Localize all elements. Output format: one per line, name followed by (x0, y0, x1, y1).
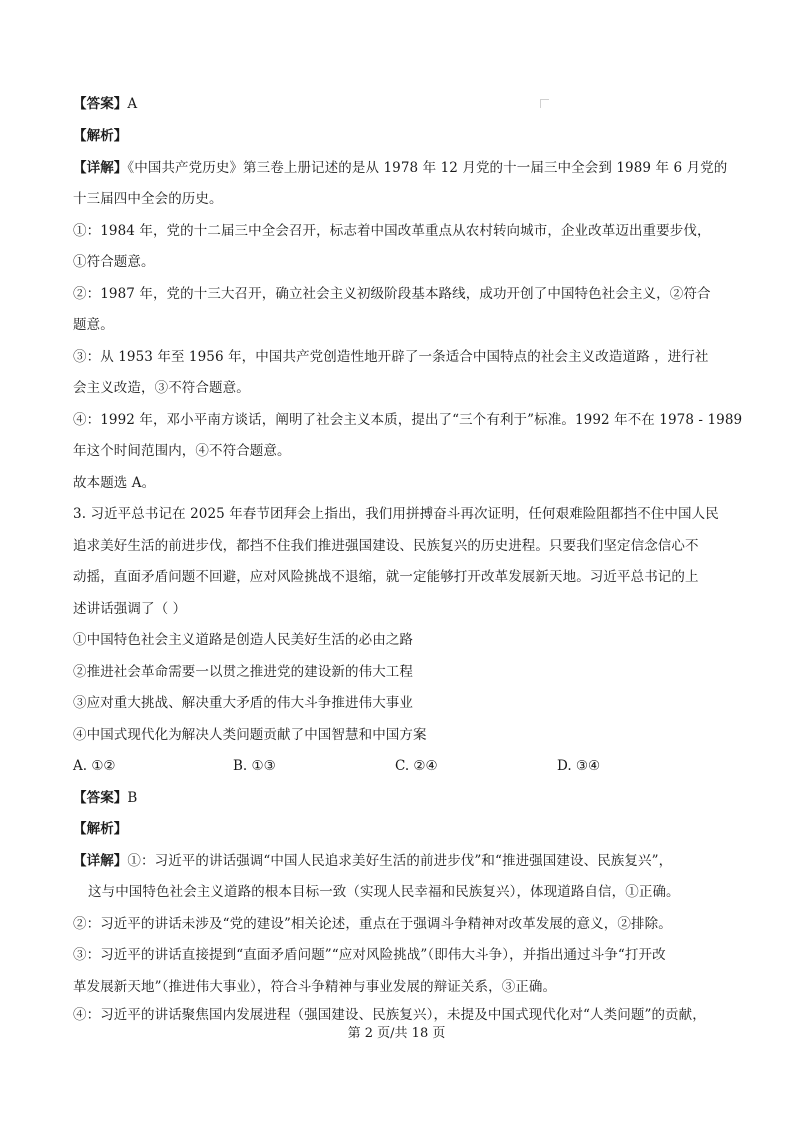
question-3-item-1: ①中国特色社会主义道路是创造人民美好生活的必由之路 (73, 632, 413, 648)
question-3-line-3: 动摇，直面矛盾问题不回避，应对风险挑战不退缩，就一定能够打开改革发展新天地。习近平总书记的上 (73, 569, 699, 585)
detail-line-2: 十三届四中全会的历史。 (73, 191, 223, 207)
detail-tag: 【详解】 (73, 160, 128, 176)
detail-tag: 【详解】 (73, 853, 128, 869)
analysis-line-1 (73, 126, 733, 146)
question-3-line-1: 3. 习近平总书记在 2025 年春节团拜会上指出，我们用拼搏奋斗再次证明，任何艰难险阻都挡不住中国人民 (73, 506, 719, 522)
question-3-item-3: ③应对重大挑战、解决重大矛盾的伟大斗争推进伟大事业 (73, 695, 413, 711)
detail-2-line-2: 这与中国特色社会主义道路的根本目标一致（实现人民幸福和民族复兴），体现道路自信，①正确。 (88, 884, 680, 900)
point-2-line-2: 题意。 (73, 317, 114, 333)
detail-2-line-5: 革发展新天地”（推进伟大事业），符合斗争精神与事业发展的辩证关系，③正确。 (73, 979, 557, 995)
analysis-tag: 【解析】 (73, 821, 128, 837)
question-3-item-4: ④中国式现代化为解决人类问题贡献了中国智慧和中国方案 (73, 727, 427, 743)
option-a: A. ①② (73, 758, 116, 774)
page-footer: 第 2 页/共 18 页 (347, 1026, 446, 1041)
answer-line-2 (73, 788, 733, 808)
detail-2-line-1 (73, 851, 733, 871)
detail-line-1 (73, 158, 733, 178)
detail-2-line-4: ③：习近平的讲话直接提到“直面矛盾问题”“应对风险挑战”（即伟大斗争），并指出通过斗争“打开改 (73, 947, 666, 963)
option-c: C. ②④ (395, 758, 438, 774)
option-b: B. ①③ (233, 758, 276, 774)
answer-tag: 【答案】 (73, 96, 128, 112)
analysis-line-2 (73, 819, 733, 839)
point-1-line-2: ①符合题意。 (73, 254, 155, 270)
detail-2-line-3: ②：习近平的讲话未涉及“党的建设”相关论述，重点在于强调斗争精神对改革发展的意义，②排除。 (73, 916, 672, 932)
question-3-line-2: 追求美好生活的前进步伐，都挡不住我们推进强国建设、民族复兴的历史进程。只要我们坚定信念信心不 (73, 538, 699, 554)
detail-2-line-6: ④：习近平的讲话聚焦国内发展进程（强国建设、民族复兴），未提及中国式现代化对“人类问题”的贡献， (73, 1007, 706, 1023)
point-3-line-1: ③：从 1953 年至 1956 年，中国共产党创造性地开辟了一条适合中国特点的社会主义改造道路 ，进行社 (73, 349, 709, 365)
point-4-line-2: 年这个时间范围内，④不符合题意。 (73, 443, 291, 459)
detail-text: ①：习近平的讲话强调“中国人民追求美好生活的前进步伐”和“推进强国建设、民族复兴”， (127, 853, 673, 869)
answer-line-1 (73, 94, 733, 114)
question-3-line-4: 述讲话强调了（ ） (73, 601, 187, 617)
point-1-line-1: ①：1984 年，党的十二届三中全会召开，标志着中国改革重点从农村转向城市，企业改革迈出重要步伐， (73, 223, 711, 239)
point-3-line-2: 会主义改造，③不符合题意。 (73, 380, 250, 396)
answer-value: B (127, 790, 138, 806)
conclusion-line: 故本题选 A。 (73, 475, 156, 491)
answer-tag: 【答案】 (73, 790, 128, 806)
answer-value: A (127, 96, 138, 112)
option-d: D. ③④ (557, 758, 601, 774)
question-3-item-2: ②推进社会革命需要一以贯之推进党的建设新的伟大工程 (73, 664, 413, 680)
analysis-tag: 【解析】 (73, 128, 128, 144)
point-4-line-1: ④：1992 年，邓小平南方谈话，阐明了社会主义本质，提出了“三个有利于”标准。1992 年不在 1978 - 1989 (73, 412, 743, 428)
point-2-line-1: ②：1987 年，党的十三大召开，确立社会主义初级阶段基本路线，成功开创了中国特色社会主义，②符合 (73, 286, 711, 302)
detail-text: 《中国共产党历史》第三卷上册记述的是从 1978 年 12 月党的十一届三中全会到 1989 年 6 月党的 (127, 160, 728, 176)
